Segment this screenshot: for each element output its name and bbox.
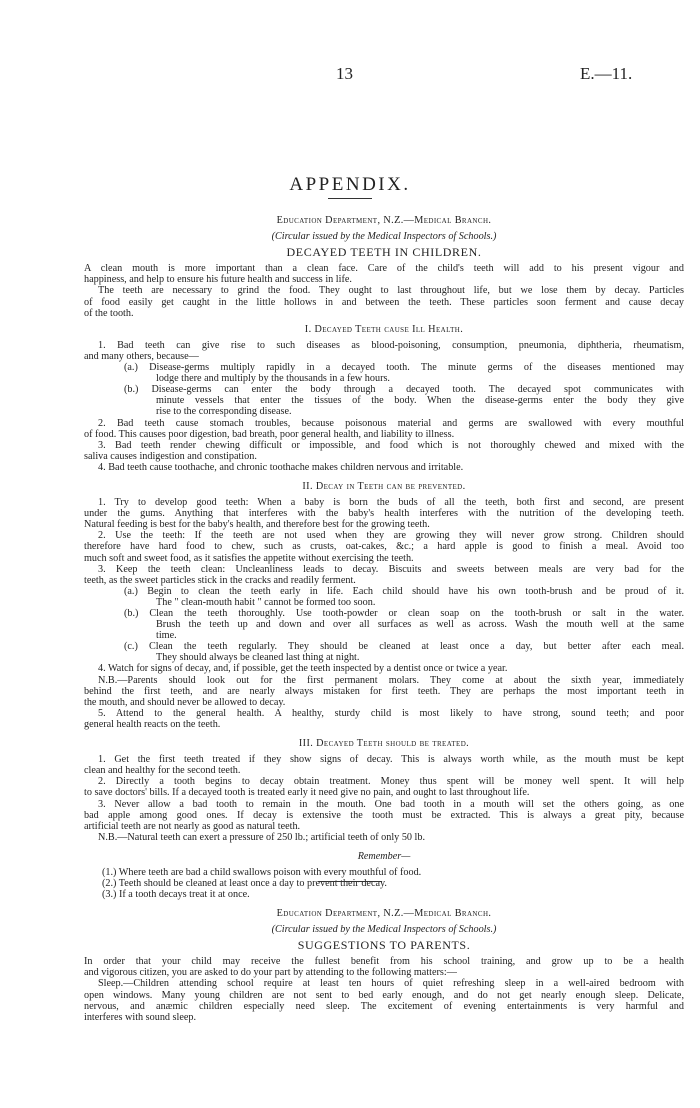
- text-line: minute vessels that enter the tissues of the body. When the disease-germs enter the body they give: [156, 395, 684, 407]
- text-line: 3. Never allow a bad tooth to remain in the mouth. One bad tooth in a mouth will set the others going, as one: [98, 798, 684, 810]
- text-line: (a.) Begin to clean the teeth early in life. Each child should have his own tooth-brush and be proud of it.: [124, 585, 684, 597]
- section-heading-treatment: III. Decayed Teeth should be treated.: [298, 738, 470, 750]
- text-line: interferes with sound sleep.: [84, 1011, 197, 1023]
- text-line: behind the first teeth, and are nearly always mistaken for first teeth. They are perhaps the most important teeth in: [84, 685, 684, 697]
- text-line: clean and healthy for the second teeth.: [84, 765, 241, 777]
- document-reference: E.—11.: [580, 64, 633, 83]
- circular-suggestions: [84, 908, 684, 1023]
- intro-paragraphs: [84, 263, 684, 318]
- text-line: of food. This causes poor digestion, bad breath, poor general health, and liability to illness.: [84, 428, 455, 440]
- text-line: artificial teeth are not nearly as good as natural teeth.: [84, 820, 301, 832]
- text-line: under the gums. Anything that interferes with the baby's health interferes with the nutrition of the developing teeth.: [84, 508, 684, 520]
- remember-item: (2.) Teeth should be cleaned at least once a day to prevent their decay.: [102, 878, 387, 890]
- text-line: rise to the corresponding disease.: [156, 406, 292, 418]
- remember-item: (1.) Where teeth are bad a child swallows poison with every mouthful of food.: [102, 866, 422, 878]
- text-line: 2. Bad teeth cause stomach troubles, because poisonous material and germs are swallowed with every mouthful: [98, 417, 684, 429]
- section-ill-health: [84, 340, 684, 473]
- suggestions-body: [84, 956, 684, 1023]
- text-line: general health reacts on the teeth.: [84, 718, 221, 730]
- text-line: (a.) Disease-germs multiply rapidly in a decayed tooth. The minute germs of the diseases mentioned may: [124, 362, 684, 374]
- section-treatment: [84, 754, 684, 843]
- text-line: time.: [156, 630, 177, 642]
- text-line: In order that your child may receive the fullest benefit from his school training, and grow up to be a health: [84, 956, 684, 968]
- text-line: teeth, as the sweet particles stick in the cracks and readily ferment.: [84, 574, 356, 586]
- department-line-2: Education Department, N.Z.—Medical Branch.: [276, 908, 492, 919]
- text-line: 1. Try to develop good teeth: When a baby is born the buds of all the teeth, both first and second, are present: [98, 497, 684, 509]
- text-line: nervous, and anæmic children especially need sleep. The excitement of evening entertainments is very harmful and: [84, 1000, 684, 1012]
- text-line: saliva causes indigestion and constipation.: [84, 450, 257, 462]
- circular-title: DECAYED TEETH IN CHILDREN.: [286, 245, 482, 260]
- text-line: 5. Attend to the general health. A healthy, sturdy child is most likely to have strong, sound teeth; and poor: [98, 707, 684, 719]
- text-line: 4. Watch for signs of decay, and, if possible, get the teeth inspected by a dentist once or twice a year.: [98, 663, 508, 675]
- appendix-title: APPENDIX.: [289, 174, 411, 195]
- text-line: (b.) Disease-germs can enter the body through a decayed tooth. The decayed spot communicates with: [124, 384, 684, 396]
- text-line: and vigorous citizen, you are asked to do your part by attending to the following matters:—: [84, 967, 457, 979]
- circular-issued-by: (Circular issued by the Medical Inspectors of Schools.): [271, 231, 497, 243]
- circular-issued-by-2: (Circular issued by the Medical Inspectors of Schools.): [271, 924, 497, 936]
- circular-decayed-teeth: [84, 215, 684, 900]
- text-line: 3. Bad teeth render chewing difficult or impossible, and food which is not thoroughly chewed and mixed with the: [98, 439, 684, 451]
- text-line: therefore have hard food to chew, such as crusts, oat-cakes, &c.; a hard apple is good to finish a meal. Avoid too: [84, 541, 684, 553]
- section-heading-ill-health: I. Decayed Teeth cause Ill Health.: [304, 323, 464, 335]
- text-line: N.B.—Natural teeth can exert a pressure of 250 lb.; artificial teeth of only 50 lb.: [98, 831, 426, 843]
- text-line: N.B.—Parents should look out for the first permanent molars. They come at about the sixth year, immediately: [98, 674, 684, 686]
- text-line: The " clean-mouth habit " cannot be formed too soon.: [156, 596, 376, 608]
- intro-line: The teeth are necessary to grind the food. They ought to last throughout life, but we lose them by decay. Particles: [98, 285, 684, 297]
- text-line: Brush the teeth up and down and over all surfaces as well as across. Wash the mouth well at the same: [156, 619, 684, 631]
- text-line: 4. Bad teeth cause toothache, and chronic toothache makes children nervous and irritable.: [98, 461, 464, 473]
- text-line: bad apple among good ones. If decay is extensive the tooth must be extracted. This is always a great pity, because: [84, 809, 684, 821]
- text-line: They should always be cleaned last thing at night.: [156, 652, 360, 664]
- title-rule: [328, 198, 372, 199]
- text-line: (c.) Clean the teeth regularly. They should be cleaned at least once a day, but better after each meal.: [124, 641, 684, 653]
- remember-item: (3.) If a tooth decays treat it at once.: [102, 889, 250, 901]
- section-heading-prevention: II. Decay in Teeth can be prevented.: [302, 480, 466, 492]
- section-prevention: [84, 497, 684, 730]
- text-line: 1. Get the first teeth treated if they show signs of decay. This is always worth while, as the mouth must be kept: [98, 754, 684, 766]
- text-line: open windows. Many young children are not sent to bed early enough, and do not get nearly enough sleep. Delicate,: [84, 989, 684, 1001]
- circular-title-2: SUGGESTIONS TO PARENTS.: [297, 938, 471, 953]
- text-line: Natural feeding is best for the baby's health, and therefore best for the growing teeth.: [84, 519, 430, 531]
- intro-line: happiness, and help to ensure his future health and success in life.: [84, 274, 352, 286]
- text-line: 2. Use the teeth: If the teeth are not used when they are growing they will never grow strong. Children should: [98, 530, 684, 542]
- text-line: much soft and sweet food, as it satisfies the appetite without exercising the teeth.: [84, 552, 414, 564]
- text-line: 1. Bad teeth can give rise to such diseases as blood-poisoning, consumption, pneumonia, diphtheria, rheumatism,: [98, 339, 684, 351]
- page-number: 13: [336, 64, 353, 83]
- remember-list: [84, 867, 684, 900]
- text-line: and many others, because—: [84, 350, 199, 362]
- text-line: 3. Keep the teeth clean: Uncleanliness leads to decay. Biscuits and sweets between meals are very bad for the: [98, 563, 684, 575]
- intro-line: A clean mouth is more important than a clean face. Care of the child's teeth will add to his present vigour and: [84, 263, 684, 275]
- text-line: lodge there and multiply by the thousands in a few hours.: [156, 373, 390, 385]
- intro-line: of the tooth.: [84, 307, 134, 319]
- intro-line: of food easily get caught in the little hollows in and between the teeth. These particles soon ferment and cause decay: [84, 296, 684, 308]
- text-line: Sleep.—Children attending school require at least ten hours of quiet refreshing sleep in a well-aired bedroom with: [98, 978, 684, 990]
- text-line: the mouth, and should never be allowed to decay.: [84, 696, 286, 708]
- section-divider: [318, 881, 382, 882]
- text-line: to save doctors' bills. If a decayed tooth is treated early it need give no pain, and ought to last throughout life.: [84, 787, 530, 799]
- text-line: 2. Directly a tooth begins to decay obtain treatment. Money thus spent will be money well spent. It will help: [98, 776, 684, 788]
- text-line: (b.) Clean the teeth thoroughly. Use tooth-powder or clean soap on the tooth-brush or salt in the water.: [124, 608, 684, 619]
- remember-heading: Remember—: [357, 850, 411, 862]
- department-line: Education Department, N.Z.—Medical Branch.: [276, 215, 492, 226]
